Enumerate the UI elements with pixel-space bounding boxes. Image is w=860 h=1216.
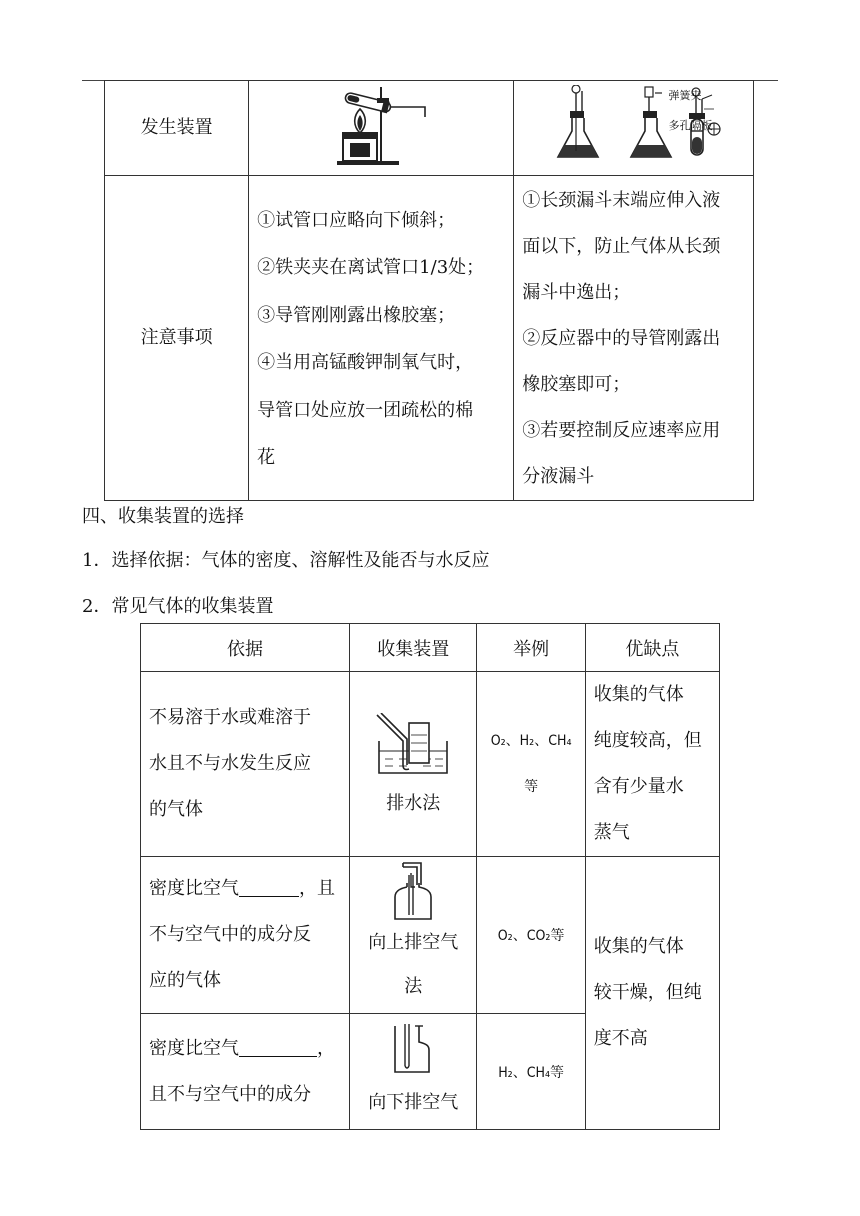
- basis-line: 且不与空气中的成分: [149, 1084, 311, 1105]
- pros-line: 含有少量水: [593, 776, 684, 797]
- note-line: ③若要控制反应速率应用: [522, 420, 721, 441]
- header-pros-cons: 优缺点: [585, 624, 719, 672]
- example-upward-air: O₂、CO₂等: [477, 857, 585, 1014]
- note-line: ③导管刚刚露出橡胶塞；: [257, 304, 456, 326]
- note-line: ②反应器中的导管刚露出: [522, 328, 721, 349]
- example-line: 等: [524, 779, 539, 795]
- header-apparatus: 收集装置: [349, 624, 477, 672]
- note-line: ④当用高锰酸钾制氧气时，: [257, 352, 474, 373]
- header-basis: 依据: [141, 624, 350, 672]
- generation-apparatus-table: [104, 80, 754, 501]
- pros-line: 较干燥，但纯: [593, 982, 702, 1003]
- example-water-displacement: [477, 672, 585, 857]
- upward-air-cell: [349, 857, 477, 1014]
- note-line: ①试管口应略向下倾斜；: [257, 209, 456, 231]
- basis-line: 不与空气中的成分反: [149, 924, 311, 945]
- basis-line: 水且不与水发生反应: [149, 753, 311, 774]
- section-heading: 四、收集装置的选择: [82, 506, 244, 527]
- note-line: 漏斗中逸出；: [522, 282, 631, 303]
- fill-in-blank: [239, 878, 299, 897]
- section-item-1: 1．选择依据：气体的密度、溶解性及能否与水反应: [82, 550, 490, 571]
- header-example: 举例: [477, 624, 585, 672]
- solid-heating-apparatus-figure: [249, 81, 514, 176]
- pros-line: 纯度较高，但: [593, 730, 702, 751]
- spring-clamp-label: 弹簧夹: [668, 88, 702, 102]
- note-line: 分液漏斗: [522, 466, 595, 487]
- upward-air-displacement-icon: [389, 861, 437, 921]
- fill-in-blank: [239, 1038, 317, 1057]
- basis-water-displacement: [141, 672, 350, 857]
- pros-line: 收集的气体: [593, 936, 684, 957]
- method-water-displacement: 排水法: [386, 793, 441, 814]
- row-label-apparatus: 发生装置: [105, 81, 249, 176]
- example-line: O₂、H₂、CH₄: [490, 733, 572, 749]
- collection-apparatus-table: [140, 623, 720, 1130]
- note-line: ②铁夹夹在离试管口1/3处；: [257, 257, 485, 278]
- basis-upward-air: [141, 857, 350, 1014]
- solid-liquid-apparatus-figure: [514, 81, 754, 176]
- note-line: 橡胶塞即可；: [522, 374, 631, 395]
- basis-line: 的气体: [149, 799, 203, 820]
- pros-cons-water-displacement: [585, 672, 719, 857]
- method-downward-air: 向下排空气: [368, 1092, 459, 1113]
- example-downward-air: H₂、CH₄等: [477, 1014, 585, 1130]
- basis-line: 密度比空气 ，: [149, 1038, 335, 1059]
- basis-line: 应的气体: [149, 970, 221, 991]
- pros-line: 收集的气体: [593, 684, 684, 705]
- solid-heating-apparatus-icon: [321, 85, 441, 167]
- note-line: 导管口处应放一团疏松的棉: [257, 399, 474, 421]
- pros-line: 度不高: [593, 1028, 648, 1049]
- water-displacement-icon: [373, 713, 453, 777]
- pros-cons-air-displacement: [585, 857, 719, 1130]
- pros-line: 蒸气: [593, 822, 630, 843]
- basis-line: 密度比空气 ，且: [149, 878, 335, 899]
- basis-line: 不易溶于水或难溶于: [149, 707, 311, 728]
- note-line: 面以下，防止气体从长颈: [522, 236, 721, 257]
- solid-heating-notes: [249, 176, 514, 501]
- note-line: 花: [257, 447, 276, 468]
- downward-air-cell: [349, 1014, 477, 1130]
- method-upward-air-line: 向上排空气: [368, 932, 459, 953]
- downward-air-displacement-icon: [389, 1022, 437, 1078]
- basis-downward-air: [141, 1014, 350, 1130]
- section-item-2: 2．常见气体的收集装置: [82, 596, 274, 617]
- method-upward-air-line: 法: [404, 976, 423, 997]
- row-label-notes: 注意事项: [105, 176, 249, 501]
- note-line: ①长颈漏斗末端应伸入液: [522, 190, 721, 211]
- solid-liquid-notes: [514, 176, 754, 501]
- water-displacement-cell: [349, 672, 477, 857]
- porous-plate-label: 多孔隔板: [668, 118, 713, 132]
